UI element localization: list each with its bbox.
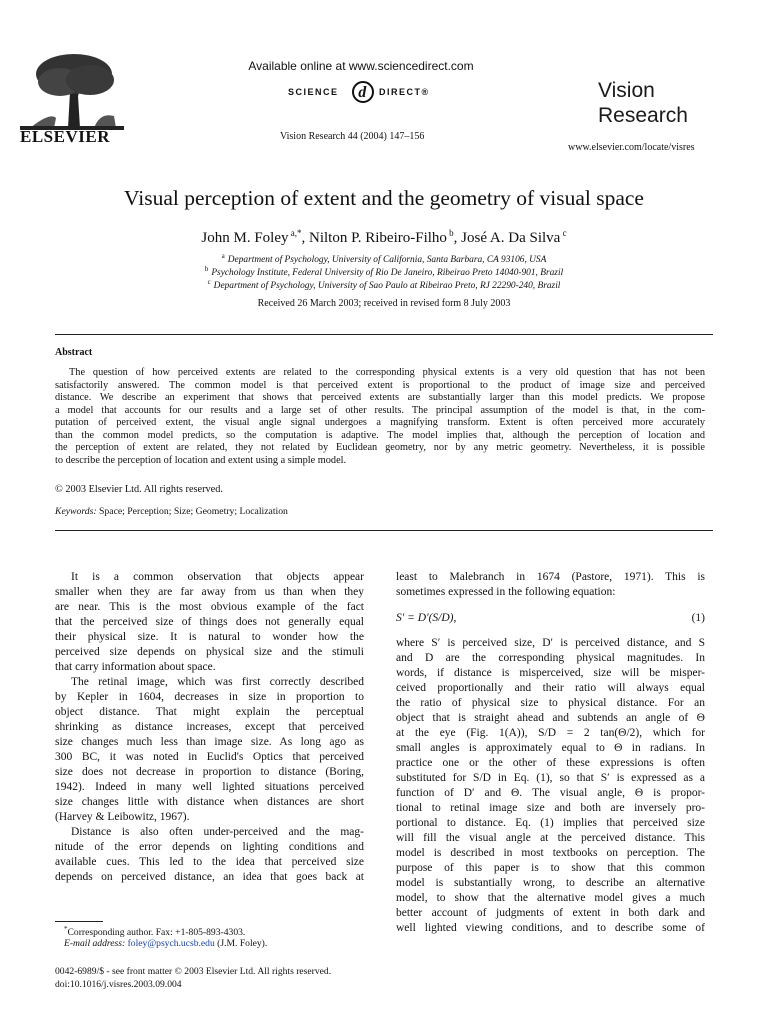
body-line: sometimes expressed in the following equation: — [396, 586, 616, 598]
body-line: and D are the corresponding physical magnitudes. In — [396, 652, 705, 664]
body-line: that the perceived size of things does not generally equal — [55, 616, 364, 628]
body-line: available cues. This led to the idea that perceived size — [55, 856, 364, 868]
keywords-label: Keywords: — [55, 506, 97, 517]
journal-name-line2: Research — [598, 104, 688, 127]
footnote-divider — [55, 921, 103, 922]
publisher-name: ELSEVIER — [20, 127, 110, 146]
body-line: words, if distance is misperceived, size will be misper- — [396, 667, 705, 679]
affiliation — [0, 278, 768, 291]
footnote-corresponding — [64, 925, 245, 938]
affiliation-text: Department of Psychology, University of Sao Paulo at Ribeirao Preto, RJ 22290-240, Brazil — [213, 281, 561, 292]
abstract-line: The question of how perceived extents are related to the corresponding physical extents is a very old question that has not been — [69, 367, 705, 378]
body-line: model is described in most textbooks on perception. The — [396, 847, 705, 859]
body-line: where S′ is perceived size, D′ is perceived distance, and S — [396, 637, 705, 649]
body-column-left — [55, 570, 364, 885]
doi-line[interactable]: doi:10.1016/j.visres.2003.09.004 — [55, 979, 182, 990]
email-suffix: (J.M. Foley). — [214, 938, 268, 949]
sciencedirect-left: SCIENCE — [288, 87, 339, 97]
equation-text: S′ = D′(S/D), — [396, 612, 457, 624]
affiliation-mark: b — [204, 265, 209, 273]
front-matter-line: 0042-6989/$ - see front matter © 2003 Elsevier Ltd. All rights reserved. — [55, 966, 332, 977]
body-line: size changes much less than image size. As long ago as — [55, 736, 364, 748]
abstract-line: distance. We describe an experiment that shows that perceived extents are substantially larger than this model predicts. We propose — [55, 392, 705, 403]
sciencedirect-at-icon — [350, 80, 376, 104]
abstract-line: a model that accounts for our results and a large set of other results. The principal assumption of the model is that, in the com- — [55, 404, 705, 416]
body-column-right — [396, 570, 705, 936]
body-line: model, to show that the alternative model gives a much — [396, 892, 705, 904]
abstract-line: putation of perceived extent, the visual angle signal undergoes a magnifying transform. Extent is often perceived more accurately — [55, 417, 705, 428]
body-line: The retinal image, which was first correctly described — [71, 676, 364, 688]
body-line: better account of judgments of extent in both dark and — [396, 907, 705, 919]
footnote-mark: * — [64, 925, 68, 933]
journal-name — [598, 78, 688, 128]
body-line: object that is straight ahead and subtends an angle of Θ — [396, 712, 705, 724]
available-online-text[interactable]: Available online at www.sciencedirect.com — [248, 59, 474, 73]
body-line: size does not decrease in proportion to distance (Boring, — [55, 766, 364, 778]
journal-url[interactable]: www.elsevier.com/locate/visres — [568, 142, 695, 153]
footnote-email — [64, 938, 267, 949]
abstract-line: than the common model predicts, so the computation is adaptive. The model implies that, although the perception of location and — [55, 429, 705, 441]
keywords — [55, 506, 288, 517]
author-separator: , — [453, 230, 462, 246]
abstract-body — [55, 367, 705, 467]
body-line: portional to distance. Eq. (1) implies that perceived size — [396, 817, 705, 829]
keywords-list: Space; Perception; Size; Geometry; Localization — [96, 506, 288, 517]
abstract-copyright: © 2003 Elsevier Ltd. All rights reserved. — [55, 484, 223, 495]
sciencedirect-right: DIRECT® — [379, 87, 430, 97]
email-label: E-mail address: — [64, 938, 126, 949]
abstract-line: to describe the perception of location and extent using a simple model. — [55, 454, 347, 466]
body-line: ceived proportionally and their ratio will always equal — [396, 682, 705, 694]
body-line: model is substantially wrong, to describe an alternative — [396, 877, 705, 889]
body-line: smaller when they are far away from us than when they — [55, 586, 364, 598]
svg-text:d: d — [358, 84, 368, 101]
body-line: by Kepler in 1604, decreases in size in proportion to — [55, 691, 364, 703]
body-line: 1942). Indeed in many well lighted situations perceived — [55, 781, 364, 793]
body-line: the ratio of physical size to physical distance. For an — [396, 697, 705, 709]
body-line: are near. This is the most obvious example of the fact — [55, 601, 364, 613]
body-line: substituted for S/D in Eq. (1), so that S′ is expressed as a — [396, 772, 705, 784]
equation-number: (1) — [691, 612, 705, 624]
body-line: shrinking as distance increases, except that perceived — [55, 721, 364, 733]
divider — [55, 334, 713, 335]
body-line: purpose of this paper is to show that this common — [396, 862, 705, 874]
author-name: José A. Da Silva — [461, 230, 561, 246]
body-line: 300 BC, it was noted in Euclid's Optics that perceived — [55, 751, 364, 763]
body-line: object distance. That might explain the perceptual — [55, 706, 364, 718]
article-title: Visual perception of extent and the geometry of visual space — [124, 186, 644, 210]
journal-name-line1: Vision — [598, 79, 655, 102]
affiliation — [0, 265, 768, 278]
body-line: perceived size depends on physical size and the stimuli — [55, 646, 364, 658]
body-line: depends on perceived distance, an idea that goes back at — [55, 871, 364, 883]
body-line: Distance is also often under-perceived and the mag- — [71, 826, 364, 838]
body-line: size changes little with distance when distances are short — [55, 796, 364, 808]
body-line: practice one or the other of these expressions is often — [396, 757, 705, 769]
affiliation-text: Department of Psychology, University of California, Santa Barbara, CA 93106, USA — [227, 255, 547, 266]
author-separator: , — [301, 230, 309, 246]
abstract-line: the perception of extent are related, they not related by Euclidean geometry, nor by any metric geometry. Nevertheless, it is possible — [55, 442, 705, 453]
abstract-line: satisfactorily answered. The common model is that perceived extent is proportional to the product of image size and perceived — [55, 379, 705, 391]
body-line: nitude of the error depends on lighting conditions and — [55, 841, 364, 853]
elsevier-tree-icon — [20, 52, 124, 130]
body-line: well lighted viewing conditions, and to describe some of — [396, 922, 705, 934]
received-dates: Received 26 March 2003; received in revised form 8 July 2003 — [257, 298, 511, 309]
author-affiliation-mark: b — [446, 228, 454, 238]
affiliation-text: Psychology Institute, Federal University of Rio De Janeiro, Ribeirao Preto 14040-901, Brazil — [211, 268, 564, 279]
body-line: will fill the visual angle at the perceived distance. This — [396, 832, 705, 844]
affiliation-mark: c — [207, 278, 211, 286]
body-line: It is a common observation that objects appear — [71, 571, 364, 583]
body-line: least to Malebranch in 1674 (Pastore, 1971). This is — [396, 571, 705, 583]
affiliation — [0, 252, 768, 265]
divider — [55, 530, 713, 531]
equation-1 — [396, 600, 705, 636]
body-line: their physical size. It is natural to wonder how the — [55, 631, 364, 643]
body-line: tional to retinal image size and both are inversely pro- — [396, 802, 705, 814]
author-name: John M. Foley — [201, 230, 289, 246]
affiliation-mark: a — [221, 252, 225, 260]
body-line: function of D′ and Θ. The visual angle, Θ is propor- — [396, 787, 705, 799]
body-line: small angles is approximately equal to Θ in radians. In — [396, 742, 705, 754]
author-affiliation-mark: c — [560, 228, 567, 238]
footnote-text: Corresponding author. Fax: +1-805-893-4303. — [67, 927, 246, 939]
abstract-heading: Abstract — [55, 347, 93, 358]
author-name: Nilton P. Ribeiro-Filho — [308, 230, 447, 246]
body-line: (Harvey & Leibowitz, 1967). — [55, 811, 190, 823]
body-line: that carry information about space. — [55, 661, 216, 673]
sciencedirect-logo — [288, 80, 438, 104]
journal-citation: Vision Research 44 (2004) 147–156 — [280, 131, 425, 142]
author-list — [0, 228, 768, 247]
body-line: at the eye (Fig. 1(A)), S/D = 2 tan(Θ/2), which for — [396, 727, 705, 739]
email-link[interactable]: foley@psych.ucsb.edu — [127, 938, 215, 949]
author-affiliation-mark: a,* — [288, 228, 302, 238]
